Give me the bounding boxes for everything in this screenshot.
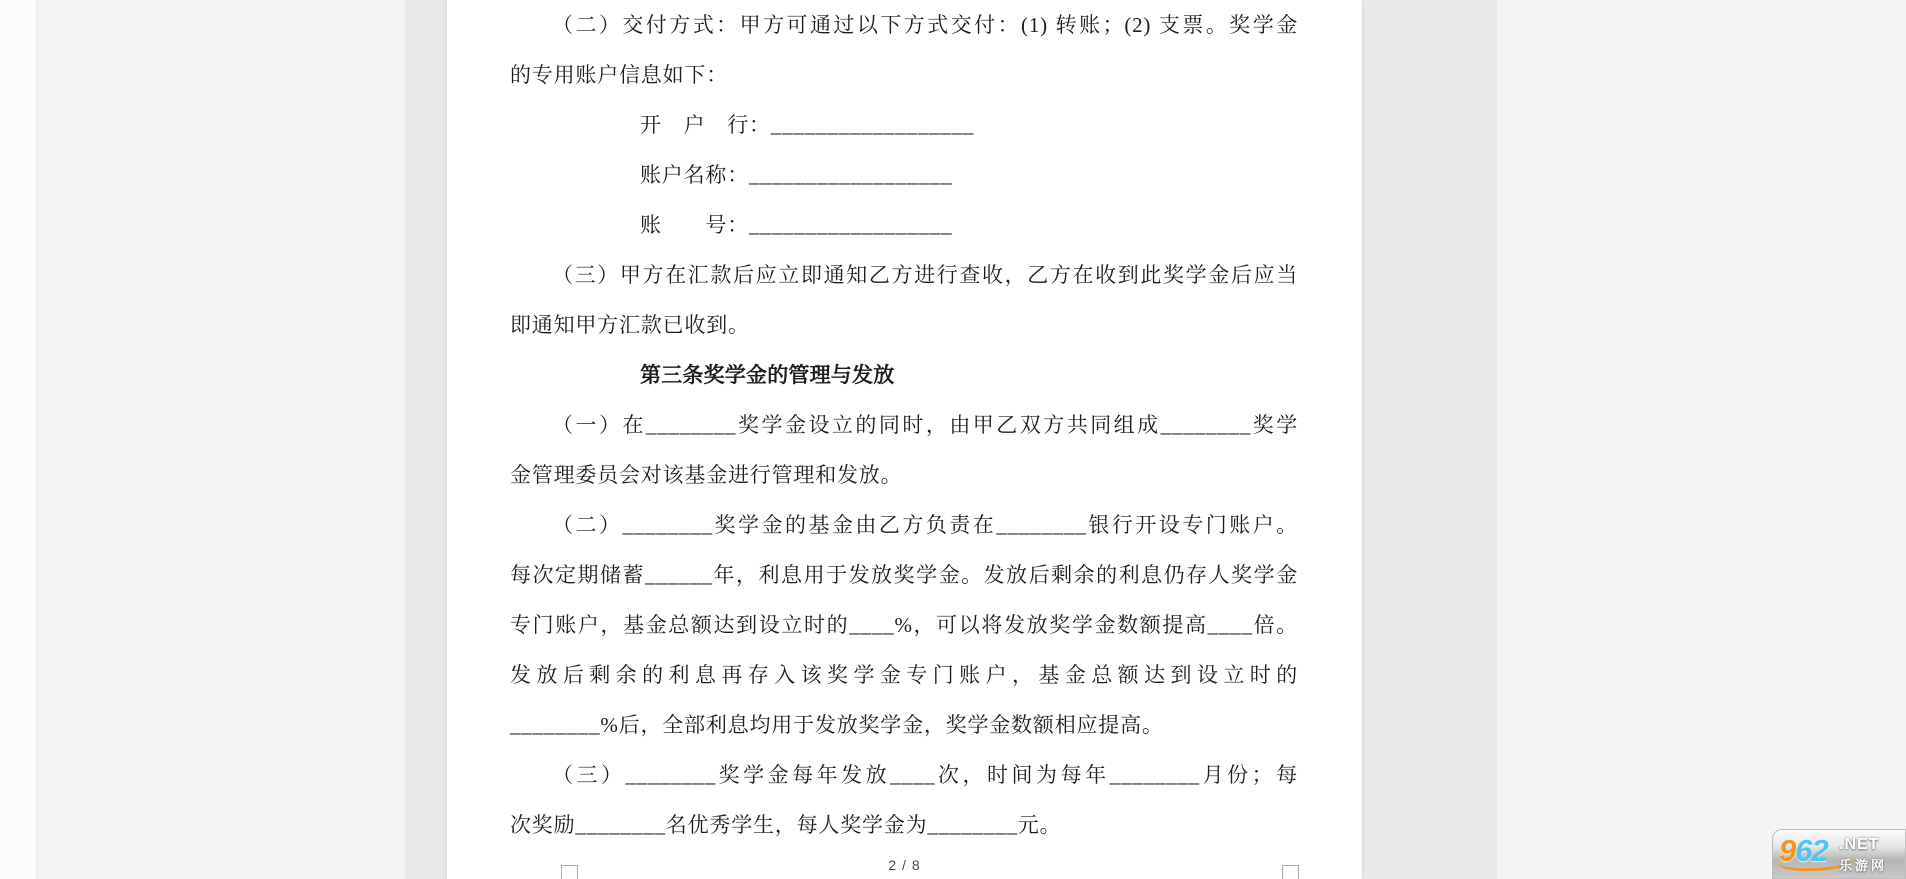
paragraph-line: ________%后，全部利息均用于发放奖学金，奖学金数额相应提高。 — [510, 713, 1164, 737]
digit-9: 9 — [1779, 833, 1796, 868]
bank-field-line: 账户名称：__________________ — [640, 163, 953, 187]
watermark-text-block — [1839, 836, 1887, 874]
page-corner-mark-left — [561, 865, 578, 879]
bank-field-line: 开 户 行：__________________ — [640, 113, 975, 137]
paragraph-line: （一）在________奖学金设立的同时，由甲乙双方共同组成________奖学 — [552, 413, 1298, 437]
paragraph-line: 专门账户，基金总额达到设立时的____%，可以将发放奖学金数额提高____倍。 — [510, 613, 1298, 637]
paragraph-line: （二）交付方式：甲方可通过以下方式交付：(1) 转账；(2) 支票。奖学金 — [552, 13, 1298, 37]
watermark-site-name: 乐游网 — [1839, 858, 1888, 873]
paragraph-line: 金管理委员会对该基金进行管理和发放。 — [510, 463, 903, 487]
document-page — [447, 0, 1362, 879]
contract-text — [510, 0, 1298, 850]
paragraph-line: （三）________奖学金每年发放____次，时间为每年________月份；每 — [552, 763, 1298, 787]
paragraph-line: 每次定期储蓄______年，利息用于发放奖学金。发放后剩余的利息仍存人奖学金 — [510, 563, 1298, 587]
watermark-number — [1779, 833, 1828, 869]
page-corner-mark-right — [1282, 865, 1299, 879]
bank-field-line: 账 号：__________________ — [640, 213, 953, 237]
paragraph-line: 即通知甲方汇款已收到。 — [510, 313, 750, 337]
site-watermark-logo — [1772, 829, 1906, 879]
section-heading: 第三条奖学金的管理与发放 — [640, 363, 895, 387]
paragraph-line: 发放后剩余的利息再存入该奖学金专门账户，基金总额达到设立时的 — [510, 663, 1298, 687]
digit-2: 2 — [1811, 833, 1828, 868]
page-indicator: 2 / 8 — [888, 857, 921, 873]
left-gutter — [0, 0, 37, 879]
paragraph-line: （三）甲方在汇款后应立即通知乙方进行查收，乙方在收到此奖学金后应当 — [552, 263, 1298, 287]
digit-6: 6 — [1795, 833, 1812, 868]
paragraph-line: （二）________奖学金的基金由乙方负责在________银行开设专门账户。 — [552, 513, 1298, 537]
paragraph-line: 次奖励________名优秀学生，每人奖学金为________元。 — [510, 813, 1062, 837]
paragraph-line: 的专用账户信息如下： — [510, 63, 728, 87]
watermark-domain: .NET — [1839, 836, 1880, 853]
